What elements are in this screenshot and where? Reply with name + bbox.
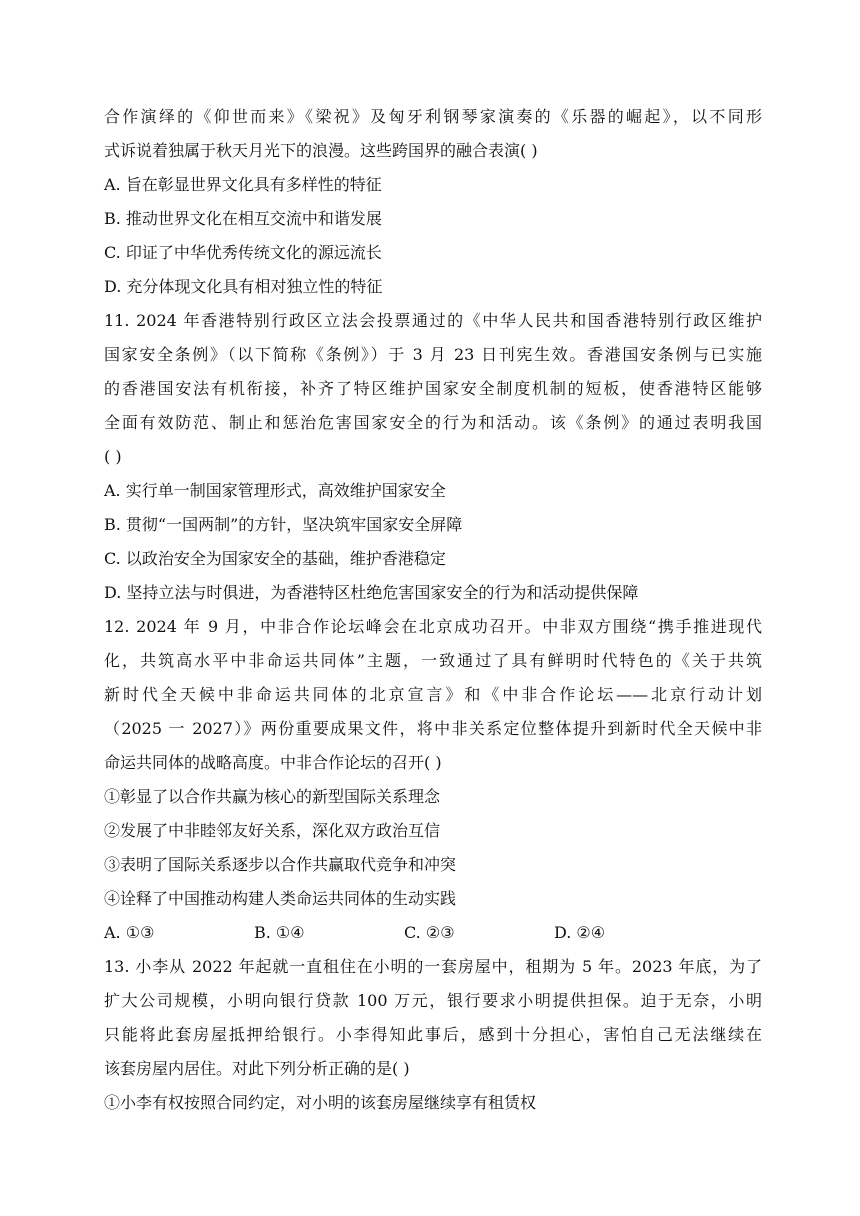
question-stem-line: （2025 一 2027）》两份重要成果文件，将中非关系定位整体提升到新时代全天候中非 [104,719,762,738]
question-10 [104,100,762,304]
option-a: A. 旨在彰显世界文化具有多样性的特征 [104,175,382,194]
question-stem-line: 的香港国安法有机衔接，补齐了特区维护国家安全制度机制的短板，使香港特区能够 [104,379,762,398]
question-stem-line: 国家安全条例》（以下简称《条例》）于 3 月 23 日刊宪生效。香港国安条例与已实施 [104,345,762,364]
option-b: B. 推动世界文化在相互交流中和谐发展 [104,209,382,228]
question-stem-line: 扩大公司规模，小明向银行贷款 100 万元，银行要求小明提供担保。迫于无奈，小明 [104,991,762,1010]
question-stem-line: 该套房屋内居住。对此下列分析正确的是( ) [104,1059,410,1078]
question-stem-line: 13. 小李从 2022 年起就一直租住在小明的一套房屋中，租期为 5 年。2023 年底，为了 [104,957,762,976]
option-a: A. 实行单一制国家管理形式，高效维护国家安全 [104,481,446,500]
option-a: A. ①③ [104,923,155,942]
statement-2: ②发展了中非睦邻友好关系，深化双方政治互信 [104,821,441,840]
statement-1: ①彰显了以合作共赢为核心的新型国际关系理念 [104,787,441,806]
question-stem-line: 新时代全天候中非命运共同体的北京宣言》和《中非合作论坛——北京行动计划 [104,685,762,704]
question-stem-line: 化，共筑高水平中非命运共同体”主题，一致通过了具有鲜明时代特色的《关于共筑 [104,651,762,670]
question-stem-line: 12. 2024 年 9 月，中非合作论坛峰会在北京成功召开。中非双方围绕“携手推进现代 [104,617,762,636]
question-11 [104,304,762,610]
option-c: C. ②③ [404,923,455,942]
question-12 [104,610,762,950]
question-stem-line: 11. 2024 年香港特别行政区立法会投票通过的《中华人民共和国香港特别行政区维护 [104,311,762,330]
options-row [104,916,762,950]
option-d: D. 充分体现文化具有相对独立性的特征 [104,277,383,296]
option-c: C. 印证了中华优秀传统文化的源远流长 [104,243,382,262]
statement-4: ④诠释了中国推动构建人类命运共同体的生动实践 [104,889,457,908]
option-b: B. 贯彻“一国两制”的方针，坚决筑牢国家安全屏障 [104,515,463,534]
question-stem-line: 式诉说着独属于秋天月光下的浪漫。这些跨国界的融合表演( ) [104,141,538,160]
option-d: D. ②④ [554,923,606,942]
answer-blank: ( ) [104,447,122,466]
option-c: C. 以政治安全为国家安全的基础，维护香港稳定 [104,549,446,568]
statement-1: ①小李有权按照合同约定，对小明的该套房屋继续享有租赁权 [104,1093,537,1112]
question-13 [104,950,762,1120]
question-stem-line: 全面有效防范、制止和惩治危害国家安全的行为和活动。该《条例》的通过表明我国 [104,413,762,432]
question-stem-line: 只能将此套房屋抵押给银行。小李得知此事后，感到十分担心，害怕自己无法继续在 [104,1025,762,1044]
option-d: D. 坚持立法与时俱进，为香港特区杜绝危害国家安全的行为和活动提供保障 [104,583,639,602]
statement-3: ③表明了国际关系逐步以合作共赢取代竞争和冲突 [104,855,457,874]
question-stem-line: 命运共同体的战略高度。中非合作论坛的召开( ) [104,753,442,772]
exam-page [104,100,762,1120]
question-stem-line: 合作演绎的《仰世而来》《梁祝》及匈牙利钢琴家演奏的《乐器的崛起》，以不同形 [104,107,762,126]
option-b: B. ①④ [254,923,305,942]
